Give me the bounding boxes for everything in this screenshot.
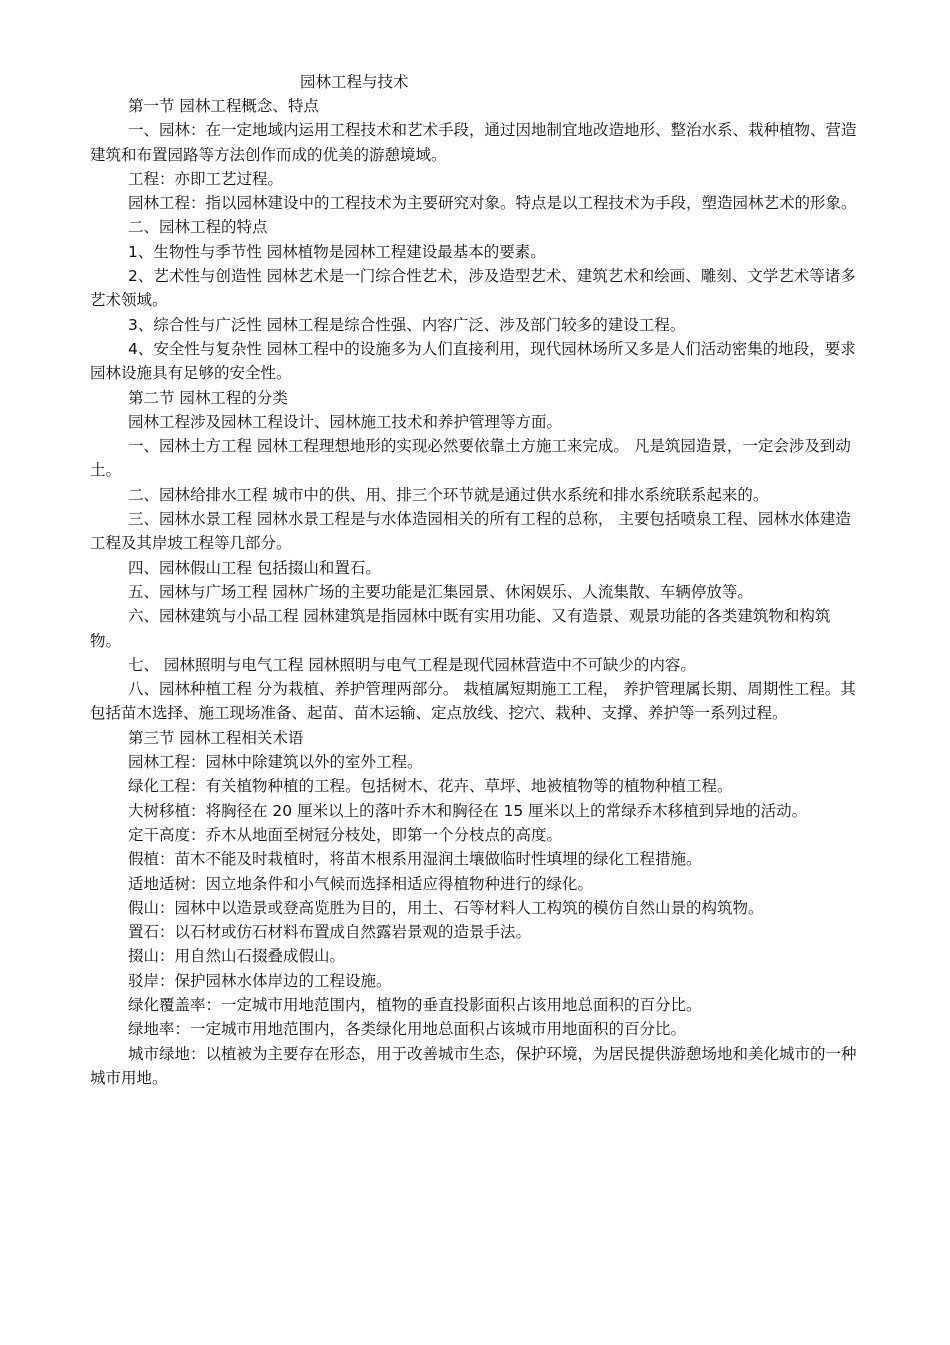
- paragraph: 2、艺术性与创造性 园林艺术是一门综合性艺术，涉及造型艺术、建筑艺术和绘画、雕刻、文学艺术等诸多艺术领域。: [90, 267, 856, 310]
- paragraph: 六、园林建筑与小品工程 园林建筑是指园林中既有实用功能、又有造景、观景功能的各类建筑物和构筑物。: [90, 607, 831, 650]
- paragraph: 绿地率：一定城市用地范围内，各类绿化用地总面积占该城市用地面积的百分比。: [128, 1020, 687, 1039]
- paragraph: 掇山：用自然山石掇叠成假山。: [128, 947, 346, 966]
- section-heading-3: 第三节 园林工程相关术语: [128, 728, 304, 747]
- paragraph: 七、 园林照明与电气工程 园林照明与电气工程是现代园林营造中不可缺少的内容。: [128, 655, 696, 674]
- paragraph: 三、园林水景工程 园林水景工程是与水体造园相关的所有工程的总称， 主要包括喷泉工程、园林水体建造工程及其岸坡工程等几部分。: [90, 510, 851, 553]
- document-title: 园林工程与技术: [300, 73, 409, 91]
- paragraph: 1、生物性与季节性 园林植物是园林工程建设最基本的要素。: [128, 242, 546, 261]
- paragraph: 适地适树：因立地条件和小气候而选择相适应得植物种进行的绿化。: [128, 874, 594, 893]
- paragraph: 大树移植：将胸径在 20 厘米以上的落叶乔木和胸径在 15 厘米以上的常绿乔木移植到异地的活动。: [128, 801, 808, 820]
- paragraph: 一、园林土方工程 园林工程理想地形的实现必然要依靠土方施工来完成。 凡是筑园造景，一定会涉及到动土。: [90, 437, 851, 480]
- paragraph: 园林工程：指以园林建设中的工程技术为主要研究对象。特点是以工程技术为手段，塑造园林艺术的形象。: [128, 194, 857, 213]
- paragraph: 一、园林：在一定地域内运用工程技术和艺术手段，通过因地制宜地改造地形、整治水系、栽种植物、营造建筑和布置园路等方法创作而成的优美的游憩境域。: [90, 121, 857, 164]
- paragraph: 工程：亦即工艺过程。: [128, 169, 284, 188]
- paragraph: 二、园林工程的特点: [128, 218, 268, 237]
- paragraph: 假山：园林中以造景或登高览胜为目的，用土、石等材料人工构筑的模仿自然山景的构筑物。: [128, 898, 764, 917]
- paragraph: 假植：苗木不能及时栽植时，将苗木根系用湿润土壤做临时性填埋的绿化工程措施。: [128, 850, 702, 869]
- paragraph: 园林工程涉及园林工程设计、园林施工技术和养护管理等方面。: [128, 412, 563, 431]
- paragraph: 五、园林与广场工程 园林广场的主要功能是汇集园景、休闲娱乐、人流集散、车辆停放等。: [128, 582, 753, 601]
- paragraph: 二、园林给排水工程 城市中的供、用、排三个环节就是通过供水系统和排水系统联系起来的。: [128, 485, 769, 504]
- section-heading-2: 第二节 园林工程的分类: [128, 388, 288, 407]
- paragraph: 园林工程：园林中除建筑以外的室外工程。: [128, 753, 423, 772]
- paragraph: 定干高度：乔木从地面至树冠分枝处，即第一个分枝点的高度。: [128, 825, 563, 844]
- paragraph: 四、园林假山工程 包括掇山和置石。: [128, 558, 381, 577]
- paragraph: 绿化覆盖率：一定城市用地范围内，植物的垂直投影面积占该用地总面积的百分比。: [128, 995, 702, 1014]
- paragraph: 置石：以石材或仿石材料布置成自然露岩景观的造景手法。: [128, 923, 532, 942]
- paragraph: 绿化工程：有关植物种植的工程。包括树木、花卉、草坪、地被植物等的植物种植工程。: [128, 777, 733, 796]
- paragraph: 城市绿地：以植被为主要存在形态，用于改善城市生态，保护环境，为居民提供游憩场地和美化城市的一种城市用地。: [90, 1044, 857, 1087]
- paragraph: 4、安全性与复杂性 园林工程中的设施多为人们直接利用，现代园林场所又多是人们活动密集的地段，要求园林设施具有足够的安全性。: [90, 339, 856, 383]
- document-body: [90, 94, 860, 1090]
- paragraph: 八、园林种植工程 分为栽植、养护管理两部分。 栽植属短期施工工程， 养护管理属长期、周期性工程。其包括苗木选择、施工现场准备、起苗、苗木运输、定点放线、挖穴、栽种、支撑、养护等一系列过程。: [90, 680, 856, 723]
- section-heading-1: 第一节 园林工程概念、特点: [128, 97, 319, 115]
- paragraph: 3、综合性与广泛性 园林工程是综合性强、内容广泛、涉及部门较多的建设工程。: [128, 315, 686, 334]
- paragraph: 驳岸：保护园林水体岸边的工程设施。: [128, 971, 392, 990]
